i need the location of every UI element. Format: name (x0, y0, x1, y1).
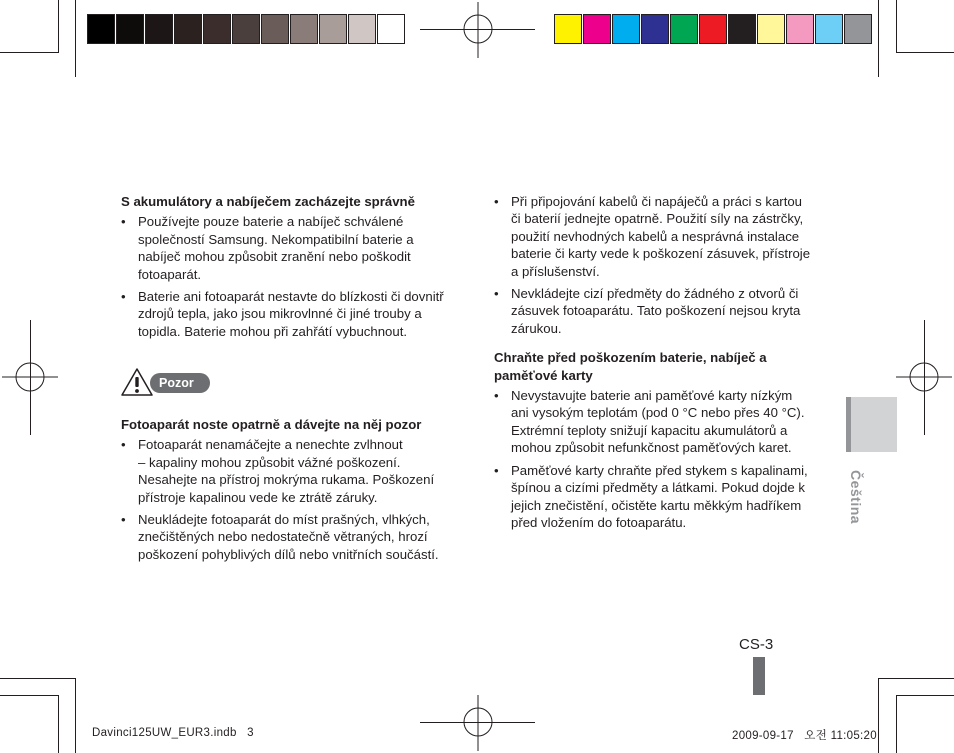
memory-card-list (494, 387, 839, 531)
color-calibration-bar (554, 14, 873, 44)
left-column (121, 193, 466, 345)
color-swatch (261, 14, 289, 44)
crop-mark (896, 52, 954, 53)
battery-list (121, 213, 466, 340)
grayscale-calibration-bar (87, 14, 406, 44)
color-swatch (757, 14, 785, 44)
list-item: • Paměťové karty chraňte před stykem s kapalinami, špínou a cizími předměty a látkami. Pokud dojde k jejich znečistění, očistěte kartu měkkým hadříkem před vložením do fotoaparátu. (494, 462, 839, 532)
crop-mark (58, 0, 59, 53)
list-item: • Nevystavujte baterie ani paměťové karty nízkým ani vysokým teplotám (pod 0 °C nebo přes 40 °C). Extrémní teploty snižují kapacitu akumulátorů a mohou způsobit nefunkčnost paměťových karet. (494, 387, 839, 457)
footer-file-name: Davinci125UW_EUR3.indb 3 (92, 727, 254, 739)
color-swatch (844, 14, 872, 44)
registration-target-icon (896, 350, 952, 406)
crop-mark (75, 0, 76, 77)
connection-list (494, 193, 839, 337)
registration-target-icon (2, 350, 58, 406)
list-item: • Fotoaparát nenamáčejte a nenechte zvlhnout – kapaliny mohou způsobit vážné poškození. Nesahejte na přístroj mokrýma rukama. Poškození přístroje kapalinou vede ke ztrátě záruky. (121, 436, 466, 506)
crop-mark (896, 0, 897, 53)
color-swatch (203, 14, 231, 44)
color-swatch (87, 14, 115, 44)
color-swatch (670, 14, 698, 44)
section-heading-battery: S akumulátory a nabíječem zacházejte správně (121, 194, 415, 209)
color-swatch (232, 14, 260, 44)
list-item: • Neukládejte fotoaparát do míst prašných, vlhkých, znečištěných nebo nedostatečně větraných, hrozí poškození pohyblivých dílů nebo vnitřních součástí. (121, 511, 466, 563)
color-swatch (641, 14, 669, 44)
list-item: • Baterie ani fotoaparát nestavte do blízkosti či dovnitř zdrojů tepla, jako jsou mikrovlnné či jiné trouby a topidla. Baterie mohou při zahřátí vybuchnout. (121, 288, 466, 340)
crop-mark (0, 52, 58, 53)
crop-mark (75, 678, 76, 753)
crop-mark (878, 0, 879, 77)
color-swatch (116, 14, 144, 44)
color-swatch (612, 14, 640, 44)
language-tab-label: Čeština (848, 470, 864, 525)
crop-mark (896, 695, 954, 696)
crop-mark (0, 678, 76, 679)
color-swatch (728, 14, 756, 44)
color-swatch (377, 14, 405, 44)
list-item: • Používejte pouze baterie a nabíječ schválené společností Samsung. Nekompatibilní baterie a nabíječ mohou způsobit zranění nebo poškodit fotoaparát. (121, 213, 466, 283)
list-item: • Nevkládejte cizí předměty do žádného z otvorů či zásuvek fotoaparátu. Tato poškození nejsou kryta zárukou. (494, 285, 839, 337)
crop-mark (0, 695, 59, 696)
crop-mark (896, 695, 897, 753)
crop-mark (58, 695, 59, 753)
registration-target-icon (450, 695, 506, 751)
warning-icon (120, 367, 154, 397)
crop-mark (878, 678, 954, 679)
footer-timestamp: 2009-09-17 오전 11:05:20 (732, 730, 877, 742)
color-swatch (554, 14, 582, 44)
right-column (494, 193, 839, 536)
color-swatch (699, 14, 727, 44)
color-swatch (348, 14, 376, 44)
color-swatch (290, 14, 318, 44)
color-swatch (174, 14, 202, 44)
page-number-bar (753, 657, 765, 695)
left-column-lower (121, 416, 466, 568)
color-swatch (786, 14, 814, 44)
camera-care-list (121, 436, 466, 563)
list-item: • Při připojování kabelů či napáječů a práci s kartou či baterií jednejte opatrně. Použití síly na zástrčky, použití nevhodných kabelů a nesprávná instalace baterie či karty vede k poškození zásuvek, přístroje a příslušenství. (494, 193, 839, 280)
caution-badge: Pozor (150, 373, 210, 393)
crop-mark (878, 678, 879, 753)
registration-target-icon (450, 2, 506, 58)
section-heading-memory-cards: Chraňte před poškozením baterie, nabíječ a paměťové karty (494, 350, 767, 383)
language-tab (846, 397, 897, 452)
color-swatch (145, 14, 173, 44)
section-heading-camera-care: Fotoaparát noste opatrně a dávejte na něj pozor (121, 417, 422, 432)
language-tab-edge (846, 397, 851, 452)
color-swatch (319, 14, 347, 44)
color-swatch (815, 14, 843, 44)
page-number: CS-3 (739, 636, 774, 653)
color-swatch (583, 14, 611, 44)
